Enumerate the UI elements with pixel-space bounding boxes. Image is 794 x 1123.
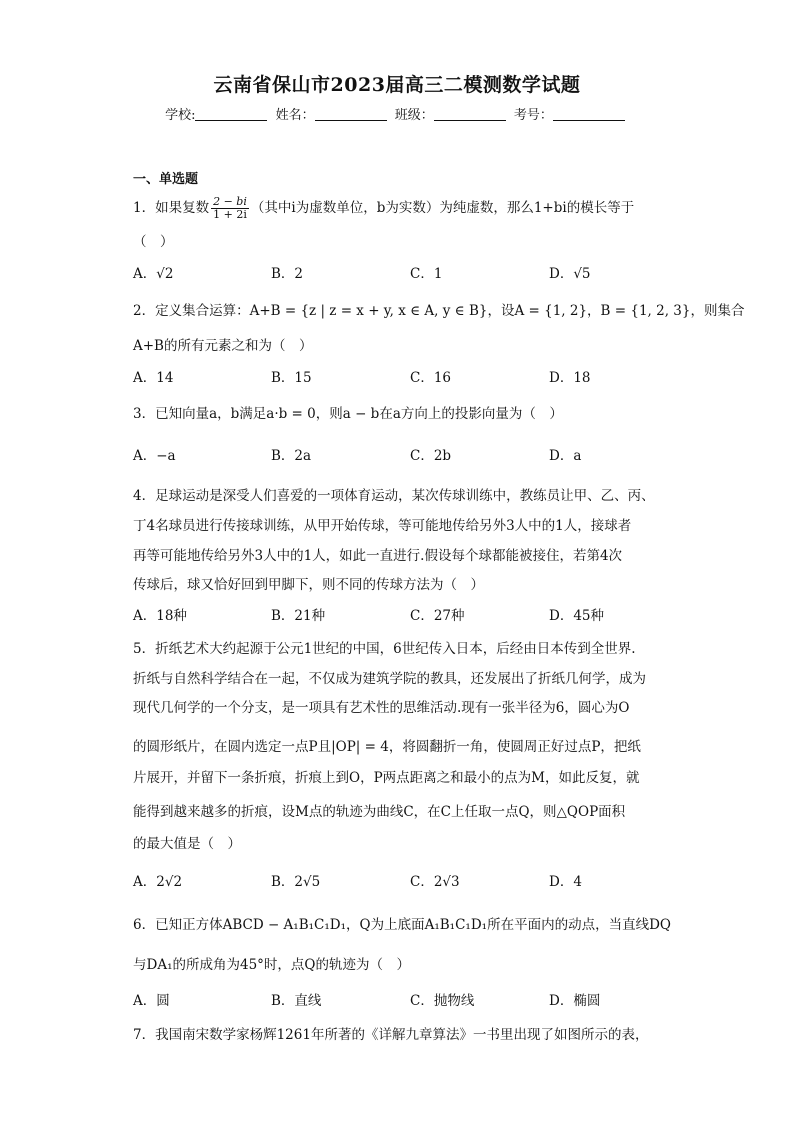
name-blank[interactable] (315, 107, 387, 121)
exam-number-blank[interactable] (553, 107, 625, 121)
student-info-row (0, 104, 794, 123)
question-3-option-b[interactable]: B．2a (271, 448, 312, 464)
question-4-option-a[interactable]: A．18种 (133, 608, 187, 624)
question-5-option-b[interactable]: B．2√5 (271, 874, 321, 890)
question-5-option-a[interactable]: A．2√2 (133, 874, 183, 890)
question-1-line-2: （ ） (133, 234, 174, 250)
question-1-line-1 (133, 196, 634, 221)
question-5-option-d[interactable]: D．4 (549, 874, 582, 890)
question-6-option-d[interactable]: D．椭圆 (549, 993, 601, 1009)
question-2-line-1: 2．定义集合运算：A+B = {z | z = x + y, x ∈ A, y ∈ B}，设A = {1, 2}，B = {1, 2, 3}，则集合 (133, 303, 745, 319)
question-4-line-3: 再等可能地传给另外3人中的1人，如此一直进行.假设每个球都能被接住，若第4次 (133, 548, 623, 564)
section-title: 一、单选题 (133, 172, 199, 187)
question-4-option-b[interactable]: B．21种 (271, 608, 326, 624)
question-5-line-1: 5．折纸艺术大约起源于公元1世纪的中国，6世纪传入日本，后经由日本传到全世界. (133, 641, 636, 657)
question-2-option-c[interactable]: C．16 (410, 370, 452, 386)
question-2-option-b[interactable]: B．15 (271, 370, 312, 386)
question-2-line-2: A+B的所有元素之和为（ ） (133, 338, 313, 354)
question-1-option-a[interactable]: A．√2 (133, 266, 174, 282)
class-blank[interactable] (434, 107, 506, 121)
question-4-option-c[interactable]: C．27种 (410, 608, 465, 624)
name-label: 姓名： (275, 108, 315, 123)
question-1-prefix: 1．如果复数 (133, 200, 210, 216)
question-4-option-d[interactable]: D．45种 (549, 608, 605, 624)
question-5-option-c[interactable]: C．2√3 (410, 874, 460, 890)
school-label: 学校: (165, 108, 196, 123)
question-5-line-2: 折纸与自然科学结合在一起，不仅成为建筑学院的教具，还发展出了折纸几何学，成为 (133, 671, 646, 687)
question-3-line-1: 3．已知向量a，b满足a·b = 0，则a − b在a方向上的投影向量为（ ） (133, 406, 563, 422)
question-3-option-c[interactable]: C．2b (410, 448, 452, 464)
question-1-option-b[interactable]: B．2 (271, 266, 304, 282)
question-6-line-2: 与DA₁的所成角为45°时，点Q的轨迹为（ ） (133, 957, 410, 973)
class-label: 班级： (394, 108, 434, 123)
page-title: 云南省保山市2023届高三二模测数学试题 (213, 74, 581, 96)
question-3-option-a[interactable]: A．−a (133, 448, 176, 464)
question-4-line-1: 4．足球运动是深受人们喜爱的一项体育运动，某次传球训练中，教练员让甲、乙、丙、 (133, 488, 655, 504)
exam-number-label: 考号： (513, 108, 553, 123)
question-5-line-7: 的最大值是（ ） (133, 836, 241, 852)
question-2-option-d[interactable]: D．18 (549, 370, 591, 386)
question-2-option-a[interactable]: A．14 (133, 370, 174, 386)
question-1-option-c[interactable]: C．1 (410, 266, 443, 282)
question-4-line-4: 传球后，球又恰好回到甲脚下，则不同的传球方法为（ ） (133, 577, 484, 593)
question-6-option-b[interactable]: B．直线 (271, 993, 322, 1009)
question-4-line-2: 丁4名球员进行传接球训练，从甲开始传球，等可能地传给另外3人中的1人，接球者 (133, 518, 632, 534)
school-blank[interactable] (195, 107, 267, 121)
question-3-option-d[interactable]: D．a (549, 448, 582, 464)
question-6-option-a[interactable]: A．圆 (133, 993, 170, 1009)
question-5-line-5: 片展开，并留下一条折痕，折痕上到O，P两点距离之和最小的点为M，如此反复，就 (133, 770, 640, 786)
question-1-option-d[interactable]: D．√5 (549, 266, 591, 282)
question-1-suffix: （其中i为虚数单位，b为实数）为纯虚数，那么1+bi的模长等于 (250, 200, 635, 216)
question-6-option-c[interactable]: C．抛物线 (410, 993, 475, 1009)
question-5-line-3: 现代几何学的一个分支，是一项具有艺术性的思维活动.现有一张半径为6，圆心为O (133, 700, 630, 716)
complex-fraction: $\frac{2 - bi}{1 + 2i}$ (213, 195, 247, 221)
question-7-line-1: 7．我国南宋数学家杨辉1261年所著的《详解九章算法》一书里出现了如图所示的表， (133, 1027, 649, 1043)
question-6-line-1: 6．已知正方体ABCD − A₁B₁C₁D₁，Q为上底面A₁B₁C₁D₁所在平面内的动点，当直线DQ (133, 917, 671, 933)
question-5-line-4: 的圆形纸片，在圆内选定一点P且|OP| = 4，将圆翻折一角，使圆周正好过点P，把纸 (133, 739, 641, 755)
question-5-line-6: 能得到越来越多的折痕，设M点的轨迹为曲线C，在C上任取一点Q，则△QOP面积 (133, 804, 626, 820)
